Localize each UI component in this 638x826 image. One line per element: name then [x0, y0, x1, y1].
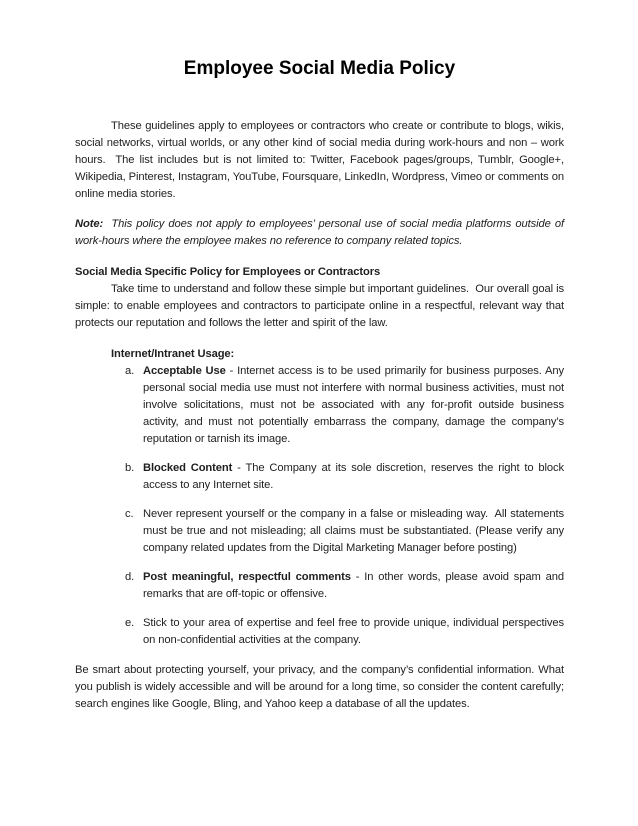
list-item-text: Never represent yourself or the company in a false or misleading way. All statements must be true and not misleading; all claims must be substantiated. (Please verify any company related updates from the Digital Marketing Manager before posting) — [143, 508, 568, 554]
note-paragraph — [75, 216, 568, 250]
list-item-text: Stick to your area of expertise and feel free to provide unique, individual perspectives on non-confidential activities at the company. — [143, 617, 568, 646]
intro-paragraph: These guidelines apply to employees or contractors who create or contribute to blogs, wikis, social networks, virtual worlds, or any other kind of social media during work-hours and non – work hours. The list includes but is not limited to: Twitter, Facebook pages/groups, Tumblr, Google+, Wikipedia, Pinterest, Instagram, YouTube, Foursquare, LinkedIn, Wordpress, Vimeo or comments on online media stories. — [75, 120, 568, 200]
list-item-text: - The Company at its sole discretion, reserves the right to block access to any Internet site. — [143, 462, 568, 491]
note-label: Note: — [75, 218, 104, 230]
list-item-d — [125, 569, 568, 603]
list-item-text: - Internet access is to be used primarily for business purposes. Any personal social media use must not interfere with normal business activities, must not involve solicitations, must not be associated with any for-profit outside business activity, and must not potentially embarrass the company, damage the company’s reputation or tarnish its image. — [143, 365, 568, 445]
document-title: Employee Social Media Policy — [183, 58, 456, 79]
policy-paragraph: Take time to understand and follow these simple but important guidelines. Our overall goal is simple: to enable employees and contractors to participate online in a respectful, relevant way that protects our reputation and follows the letter and spirit of the law. — [75, 283, 568, 329]
note-text: This policy does not apply to employees’ personal use of social media platforms outside of work-hours where the employee makes no reference to company related topics. — [75, 218, 568, 247]
list-item-a — [125, 363, 568, 448]
list-marker: e. — [125, 617, 135, 629]
list-item-lead: Acceptable Use — [143, 365, 226, 377]
list-item-text: - In other words, please avoid spam and remarks that are off-topic or offensive. — [143, 571, 568, 600]
usage-section-heading: Internet/Intranet Usage: — [111, 348, 235, 360]
list-marker: c. — [125, 508, 134, 520]
list-item-b — [125, 460, 568, 494]
list-item-lead: Blocked Content — [143, 462, 233, 474]
policy-section-heading: Social Media Specific Policy for Employees or Contractors — [75, 266, 381, 278]
list-marker: b. — [125, 462, 135, 474]
list-item-e — [125, 615, 568, 649]
closing-paragraph: Be smart about protecting yourself, your privacy, and the company’s confidential information. What you publish is widely accessible and will be around for a long time, so consider the content carefully; search engines like Google, Bling, and Yahoo keep a database of all the updates. — [75, 664, 568, 710]
usage-list — [75, 363, 568, 649]
list-marker: a. — [125, 365, 135, 377]
list-marker: d. — [125, 571, 135, 583]
list-item-lead: Post meaningful, respectful comments — [143, 571, 351, 583]
list-item-c — [125, 506, 568, 557]
